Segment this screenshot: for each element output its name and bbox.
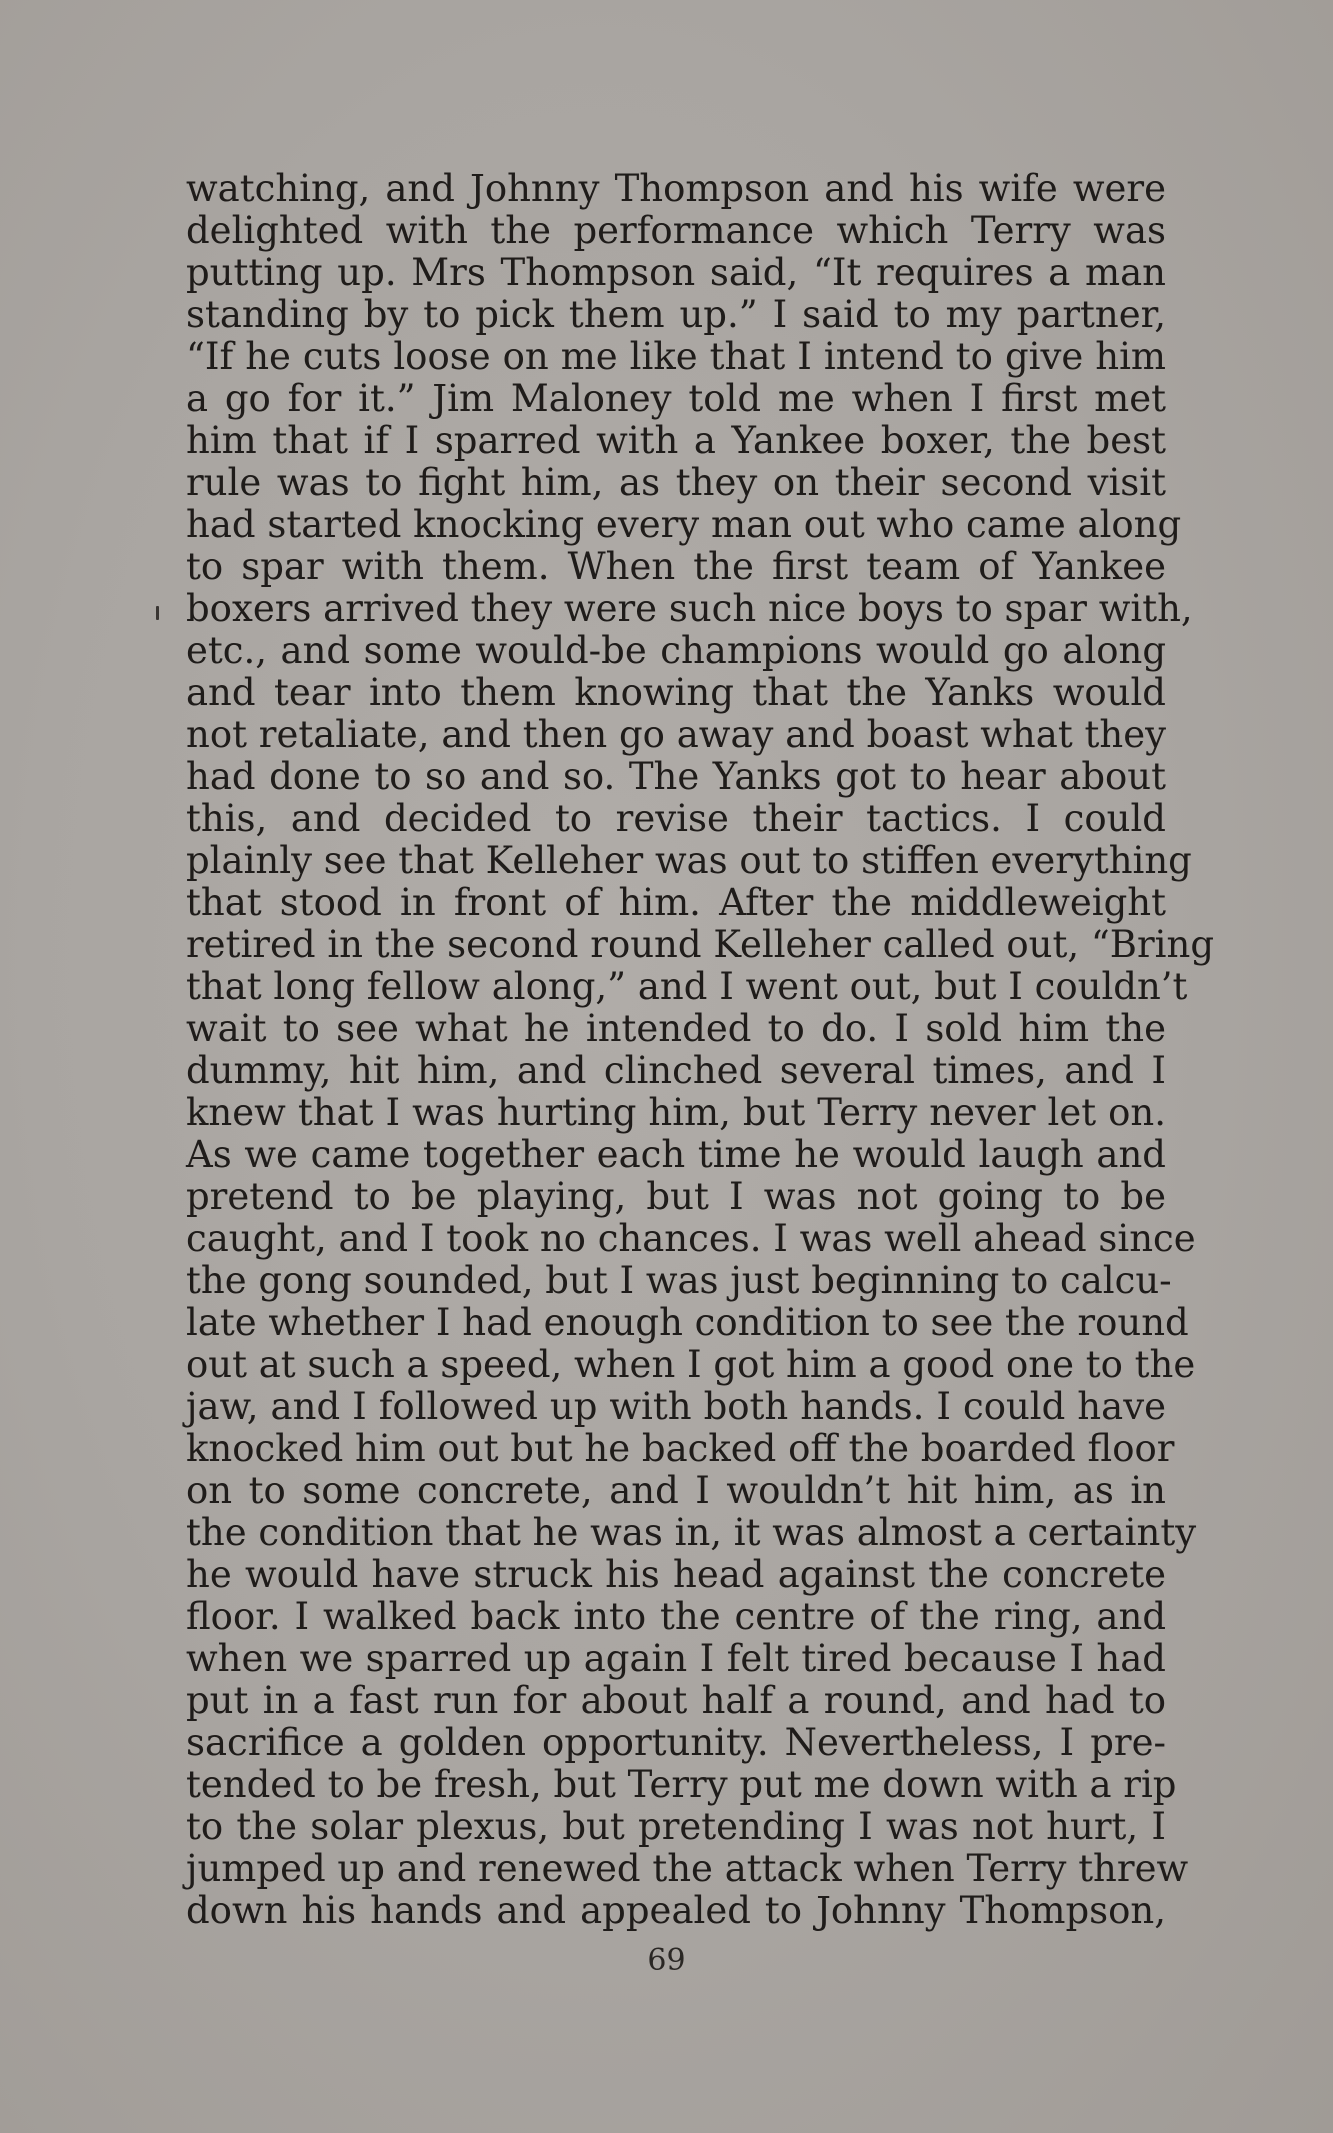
text-line: wait to see what he intended to do. I sold him the (186, 1007, 1166, 1050)
text-line: plainly see that Kelleher was out to stiffen everything (186, 839, 1192, 882)
text-line: this, and decided to revise their tactics. I could (186, 797, 1166, 840)
text-line: had done to so and so. The Yanks got to hear about (186, 755, 1166, 798)
text-line: As we came together each time he would laugh and (186, 1133, 1166, 1176)
page-number: 69 (647, 1943, 686, 1978)
text-line: that stood in front of him. After the middleweight (186, 881, 1166, 924)
text-line: sacrifice a golden opportunity. Nevertheless, I pre- (186, 1721, 1166, 1764)
text-line: not retaliate, and then go away and boast what they (186, 713, 1166, 756)
text-line: a go for it.” Jim Maloney told me when I first met (186, 377, 1166, 420)
text-line: retired in the second round Kelleher called out, “Bring (186, 923, 1215, 966)
text-line: tended to be fresh, but Terry put me down with a rip (186, 1763, 1177, 1806)
text-line: delighted with the performance which Terry was (186, 209, 1166, 252)
text-line: jumped up and renewed the attack when Terry threw (186, 1847, 1189, 1890)
text-line: and tear into them knowing that the Yanks would (186, 671, 1166, 714)
text-line: put in a fast run for about half a round, and had to (186, 1679, 1166, 1722)
text-line: “If he cuts loose on me like that I intend to give him (186, 335, 1166, 378)
text-line: down his hands and appealed to Johnny Thompson, (186, 1889, 1166, 1932)
text-line: jaw, and I followed up with both hands. I could have (186, 1385, 1166, 1428)
text-line: dummy, hit him, and clinched several times, and I (186, 1049, 1166, 1092)
text-line: him that if I sparred with a Yankee boxer, the best (186, 419, 1166, 462)
text-line: pretend to be playing, but I was not going to be (186, 1175, 1166, 1218)
body-text (186, 167, 1215, 1932)
text-line: late whether I had enough condition to see the round (186, 1301, 1189, 1344)
text-line: standing by to pick them up.” I said to my partner, (186, 293, 1166, 336)
text-line: caught, and I took no chances. I was well ahead since (186, 1217, 1196, 1260)
text-line: rule was to fight him, as they on their second visit (186, 461, 1166, 504)
text-line: on to some concrete, and I wouldn’t hit him, as in (186, 1469, 1166, 1512)
text-line: etc., and some would-be champions would go along (186, 629, 1166, 672)
text-line: out at such a speed, when I got him a good one to the (186, 1343, 1196, 1386)
text-line: knocked him out but he backed off the boarded floor (186, 1427, 1175, 1470)
text-line: to spar with them. When the first team of Yankee (186, 545, 1166, 588)
text-line: floor. I walked back into the centre of the ring, and (186, 1595, 1166, 1638)
text-line: knew that I was hurting him, but Terry never let on. (186, 1091, 1166, 1134)
margin-mark (156, 606, 159, 620)
text-line: watching, and Johnny Thompson and his wife were (186, 167, 1166, 210)
text-line: the gong sounded, but I was just beginning to calcu- (186, 1259, 1172, 1302)
text-line: the condition that he was in, it was almost a certainty (186, 1511, 1197, 1554)
text-line: that long fellow along,” and I went out, but I couldn’t (186, 965, 1188, 1008)
text-line: he would have struck his head against the concrete (186, 1553, 1166, 1596)
text-line: had started knocking every man out who came along (186, 503, 1182, 546)
text-line: putting up. Mrs Thompson said, “It requires a man (186, 251, 1166, 294)
text-line: to the solar plexus, but pretending I was not hurt, I (186, 1805, 1166, 1848)
text-line: when we sparred up again I felt tired because I had (186, 1637, 1166, 1680)
text-line: boxers arrived they were such nice boys to spar with, (186, 587, 1193, 630)
